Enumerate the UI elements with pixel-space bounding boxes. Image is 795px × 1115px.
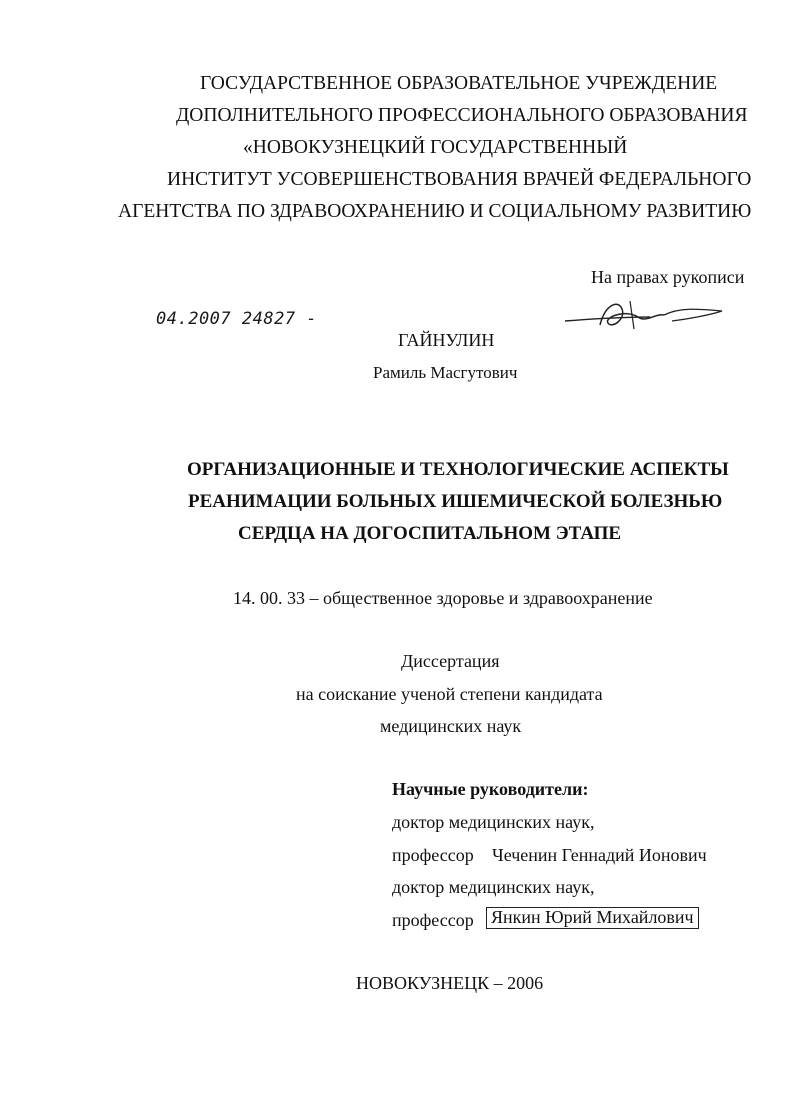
degree-line-3: медицинских наук xyxy=(380,716,522,736)
degree-line-1: Диссертация xyxy=(401,651,500,671)
supervisor-2-rank: профессор xyxy=(392,910,474,930)
supervisor-2-degree: доктор медицинских наук, xyxy=(392,877,595,897)
institution-line-4: ИНСТИТУТ УСОВЕРШЕНСТВОВАНИЯ ВРАЧЕЙ ФЕДЕРАЛЬНОГО xyxy=(167,169,752,190)
author-surname: ГАЙНУЛИН xyxy=(398,330,495,350)
supervisor-1-degree: доктор медицинских наук, xyxy=(392,812,595,832)
supervisor-1-name: Чеченин Геннадий Ионович xyxy=(492,845,707,865)
supervisors-heading: Научные руководители: xyxy=(392,779,589,799)
title-line-2: РЕАНИМАЦИИ БОЛЬНЫХ ИШЕМИЧЕСКОЙ БОЛЕЗНЬЮ xyxy=(188,491,723,512)
registration-number: 04.2007 24827 - xyxy=(156,309,318,329)
supervisor-1-rank: профессор xyxy=(392,845,474,865)
institution-line-3: «НОВОКУЗНЕЦКИЙ ГОСУДАРСТВЕННЫЙ xyxy=(243,137,628,158)
institution-line-5: АГЕНТСТВА ПО ЗДРАВООХРАНЕНИЮ И СОЦИАЛЬНОМУ РАЗВИТИЮ xyxy=(118,201,752,222)
title-line-1: ОРГАНИЗАЦИОННЫЕ И ТЕХНОЛОГИЧЕСКИЕ АСПЕКТЫ xyxy=(187,459,729,480)
degree-line-2: на соискание ученой степени кандидата xyxy=(296,684,603,704)
institution-line-2: ДОПОЛНИТЕЛЬНОГО ПРОФЕССИОНАЛЬНОГО ОБРАЗОВАНИЯ xyxy=(176,105,748,126)
signature-icon xyxy=(560,295,730,335)
specialty-code: 14. 00. 33 – общественное здоровье и здравоохранение xyxy=(233,588,653,608)
rights-note: На правах рукописи xyxy=(591,267,745,287)
institution-line-1: ГОСУДАРСТВЕННОЕ ОБРАЗОВАТЕЛЬНОЕ УЧРЕЖДЕНИЕ xyxy=(200,73,718,94)
title-line-3: СЕРДЦА НА ДОГОСПИТАЛЬНОМ ЭТАПЕ xyxy=(238,523,622,544)
supervisor-2-name: Янкин Юрий Михайлович xyxy=(486,907,699,929)
place-year: НОВОКУЗНЕЦК – 2006 xyxy=(356,973,544,993)
author-given-names: Рамиль Масгутович xyxy=(373,363,518,382)
